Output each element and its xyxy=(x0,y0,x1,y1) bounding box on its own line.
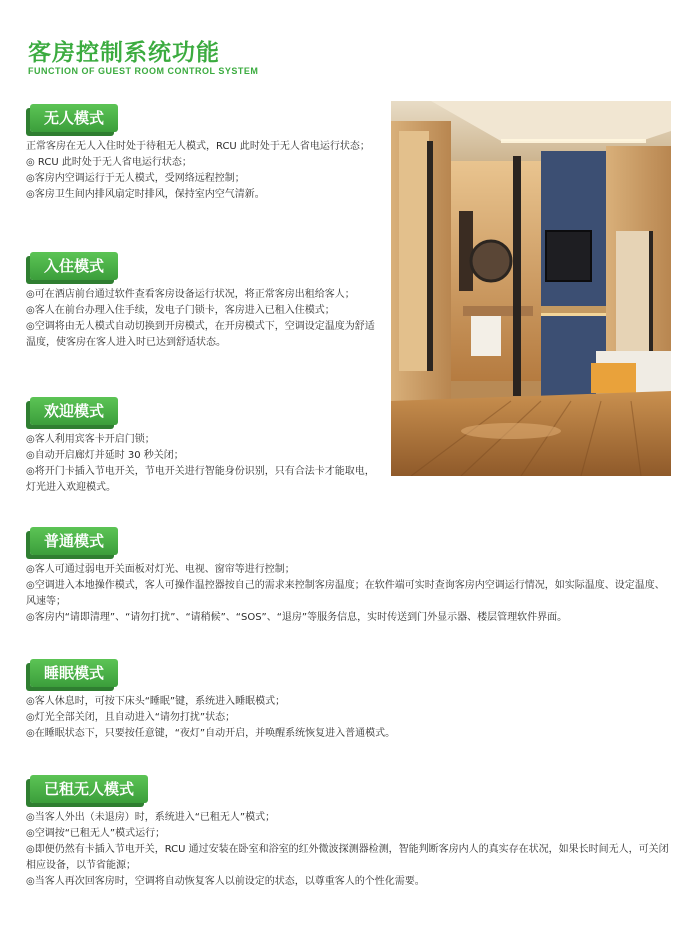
section-body xyxy=(26,287,376,351)
body-line: ◎ RCU 此时处于无人省电运行状态； xyxy=(26,157,192,168)
section-body xyxy=(26,139,376,203)
body-line: ◎客人利用宾客卡开启门锁； xyxy=(26,434,155,445)
section-body xyxy=(26,694,674,742)
body-line: ◎空调进入本地操作模式，客人可操作温控器按自己的需求来控制客房温度；在软件端可实时查询客房内空调运行情况，如实际温度、设定温度、风速等； xyxy=(26,580,665,607)
section-title-badge: 欢迎模式 xyxy=(30,397,118,425)
body-line: ◎客房卫生间内排风扇定时排风，保持室内空气清新。 xyxy=(26,189,265,200)
body-line: ◎即便仍然有卡插入节电开关，RCU 通过安装在卧室和浴室的红外微波探测器检测，智能判断客房内人的真实存在状况，如果长时间无人，可关闭相应设备，以节省能源； xyxy=(26,844,669,871)
section-title-badge: 无人模式 xyxy=(30,104,118,132)
body-line: ◎空调将由无人模式自动切换到开房模式，在开房模式下，空调设定温度为舒适温度，使客房在客人进入时已达到舒适状态。 xyxy=(26,321,375,348)
body-line: ◎空调按“已租无人”模式运行； xyxy=(26,828,166,839)
section-body xyxy=(26,432,376,496)
body-line: ◎客房内“请即清理”、“请勿打扰”、“请稍候”、“SOS”、“退房”等服务信息，实时传送到门外显示器、楼层管理软件界面。 xyxy=(26,612,568,623)
section-title-badge: 睡眠模式 xyxy=(30,659,118,687)
body-line: ◎客人可通过弱电开关面板对灯光、电视、窗帘等进行控制； xyxy=(26,564,295,575)
section-title-badge: 普通模式 xyxy=(30,527,118,555)
section-welcome-mode xyxy=(26,397,376,496)
body-line: ◎当客人外出（未退房）时，系统进入“已租无人”模式； xyxy=(26,812,276,823)
body-line: ◎可在酒店前台通过软件查看客房设备运行状况，将正常客房出租给客人； xyxy=(26,289,355,300)
section-title-badge: 已租无人模式 xyxy=(30,775,148,803)
body-line: ◎客房内空调运行于无人模式，受网络远程控制； xyxy=(26,173,245,184)
body-line: ◎在睡眠状态下，只要按任意键，“夜灯”自动开启，并唤醒系统恢复进入普通模式。 xyxy=(26,728,396,739)
body-line: 正常客房在无人入住时处于待租无人模式，RCU 此时处于无人省电运行状态； xyxy=(26,141,370,152)
page-subtitle: FUNCTION OF GUEST ROOM CONTROL SYSTEM xyxy=(28,66,259,76)
section-body xyxy=(26,562,674,626)
body-line: ◎当客人再次回客房时，空调将自动恢复客人以前设定的状态，以尊重客人的个性化需要。 xyxy=(26,876,425,887)
section-normal-mode xyxy=(26,527,674,626)
body-line: ◎客人休息时，可按下床头“睡眠”键，系统进入睡眠模式； xyxy=(26,696,286,707)
hotel-room-photo xyxy=(391,101,671,476)
section-sleep-mode xyxy=(26,659,674,742)
section-unoccupied-mode xyxy=(26,104,376,203)
section-rented-unoccupied-mode xyxy=(26,775,674,890)
page-title: 客房控制系统功能 xyxy=(28,40,220,66)
body-line: ◎将开门卡插入节电开关，节电开关进行智能身份识别，只有合法卡才能取电，灯光进入欢迎模式。 xyxy=(26,466,375,493)
section-body xyxy=(26,810,674,890)
body-line: ◎客人在前台办理入住手续，发电子门锁卡，客房进入已租入住模式； xyxy=(26,305,335,316)
body-line: ◎灯光全部关闭，且自动进入“请勿打扰”状态； xyxy=(26,712,236,723)
section-title-badge: 入住模式 xyxy=(30,252,118,280)
section-check-in-mode xyxy=(26,252,376,351)
hotel-room-illustration xyxy=(391,101,671,476)
body-line: ◎自动开启廊灯并延时 30 秒关闭； xyxy=(26,450,184,461)
